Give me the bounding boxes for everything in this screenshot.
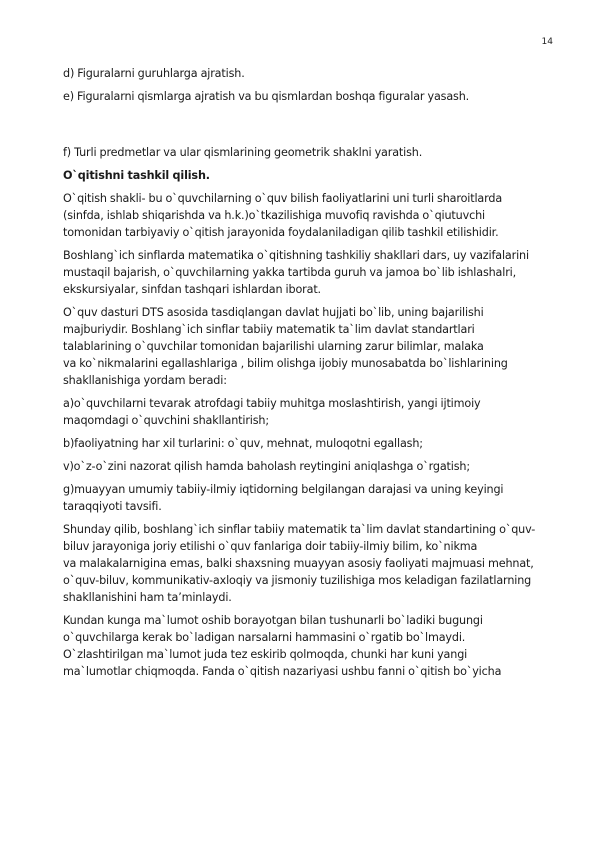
paragraph-standards: Shunday qilib, boshlang`ich sinflar tabiiy matematik ta`lim davlat standartining o`quv- biluv jarayoniga joriy etilishi o`quv fanlariga doir tabiiy-ilmiy bilim, ko`nikma va malakalarnigina emas, balki shaxsning muayyan asosiy faoliyati majmuasi mehnat, o`quv-biluv, kommunikativ-axloqiy va jismoniy tuzilishiga mos keladigan fazilatlarning shakllanishini ham ta’minlaydi. bbox=[63, 523, 536, 604]
list-item-e: e) Figuralarni qismlarga ajratish va bu qismlardan boshqa figuralar yasash. bbox=[63, 90, 470, 103]
paragraph-curriculum: O`quv dasturi DTS asosida tasdiqlangan davlat hujjati bo`lib, uning bajarilishi majburiydir. Boshlang`ich sinflar tabiiy matematik ta`lim davlat standartlari talablarining o`quvchilar tomonidan bajarilishi ularning zarur bilimlar, malaka va ko`nikmalarini egallashlariga , bilim olishga ijobiy munosabatda bo`lishlarining shakllanishiga yordam beradi: bbox=[63, 306, 508, 387]
paragraph-information-growth: Kundan kunga ma`lumot oshib borayotgan bilan tushunarli bo`ladiki bugungi o`quvchilarga kerak bo`ladigan narsalarni hammasini o`rgatib bo`lmaydi. O`zlashtirilgan ma`lumot juda tez eskirib qolmoqda, chunki har kuni yangi ma`lumotlar chiqmoqda. Fanda o`qitish nazariyasi ushbu fanni o`qitish bo`yicha bbox=[63, 614, 502, 678]
list-item-g: g)muayyan umumiy tabiiy-ilmiy iqtidorning belgilangan darajasi va uning keyingi taraqqiyoti tavsifi. bbox=[63, 483, 504, 513]
blank-gap bbox=[63, 111, 555, 144]
list-item-f: f) Turli predmetlar va ular qismlarining geometrik shaklni yaratish. bbox=[63, 146, 423, 159]
paragraph-organizational-forms: Boshlang`ich sinflarda matematika o`qitishning tashkiliy shakllari dars, uy vazifalarini mustaqil bajarish, o`quvchilarning yakka tartibda guruh va jamoa bo`lib ishlashalri, ekskursiyalar, sinfdan tashqari ishlardan iborat. bbox=[63, 249, 529, 296]
paragraph-teaching-form: O`qitish shakli- bu o`quvchilarning o`quv bilish faoliyatlarini uni turli sharoitlarda (sinfda, ishlab shiqarishda va h.k.)o`tkazilishiga muvofiq ravishda o`qiutuvchi tomonidan tarbiyaviy o`qitish jarayonida foydalaniladigan qilib tashkil etilishidir. bbox=[63, 192, 503, 239]
list-item-v: v)o`z-o`zini nazorat qilish hamda baholash reytingini aniqlashga o`rgatish; bbox=[63, 460, 470, 473]
list-item-a: a)o`quvchilarni tevarak atrofdagi tabiiy muhitga moslashtirish, yangi ijtimoiy maqomdagi o`quvchini shakllantirish; bbox=[63, 397, 481, 427]
page-body bbox=[63, 65, 555, 686]
page-number: 14 bbox=[541, 37, 553, 47]
section-heading: O`qitishni tashkil qilish. bbox=[63, 169, 210, 182]
list-item-b: b)faoliyatning har xil turlarini: o`quv, mehnat, muloqotni egallash; bbox=[63, 437, 423, 450]
list-item-d: d) Figuralarni guruhlarga ajratish. bbox=[63, 67, 245, 80]
